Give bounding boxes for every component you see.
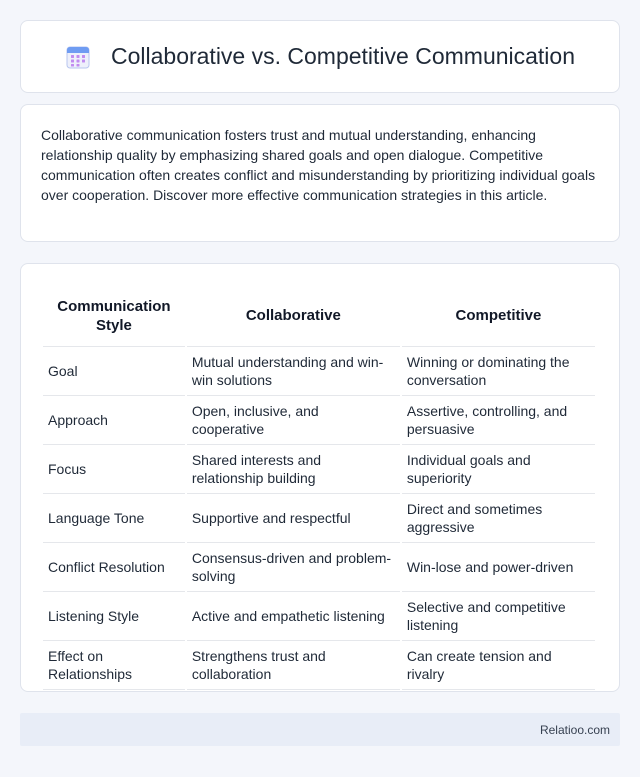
collaborative-cell: Mutual understanding and win-win solutions xyxy=(187,347,400,396)
collaborative-cell: Active and empathetic listening xyxy=(187,592,400,641)
collaborative-cell: Strengthens trust and collaboration xyxy=(187,641,400,690)
competitive-cell: Assertive, controlling, and persuasive xyxy=(402,396,595,445)
intro-card xyxy=(20,104,620,242)
column-header-competitive: Competitive xyxy=(402,285,595,347)
collaborative-cell: Supportive and respectful xyxy=(187,494,400,543)
table-row xyxy=(43,592,595,641)
page-title: Collaborative vs. Competitive Communication xyxy=(110,43,576,69)
row-label: Goal xyxy=(43,347,185,396)
row-label: Approach xyxy=(43,396,185,445)
row-label: Effect on Relationships xyxy=(43,641,185,690)
comparison-table xyxy=(41,285,597,690)
footer-brand[interactable]: Relatioo.com xyxy=(539,722,610,737)
competitive-cell: Win-lose and power-driven xyxy=(402,543,595,592)
column-header-style: Communication Style xyxy=(43,285,185,347)
comparison-table-card xyxy=(20,263,620,692)
competitive-cell: Winning or dominating the conversation xyxy=(402,347,595,396)
intro-text: Collaborative communication fosters trust and mutual understanding, enhancing relationship quality by emphasizing shared goals and open dialogue. Competitive communication often creates conflict and misunderstanding by prioritizing individual goals over cooperation. Discover more effective communication strategies in this article. xyxy=(41,127,596,203)
collaborative-cell: Open, inclusive, and cooperative xyxy=(187,396,400,445)
collaborative-cell: Shared interests and relationship building xyxy=(187,445,400,494)
table-row xyxy=(43,347,595,396)
table-row xyxy=(43,494,595,543)
footer-bar xyxy=(20,713,620,746)
row-label: Conflict Resolution xyxy=(43,543,185,592)
collaborative-cell: Consensus-driven and problem-solving xyxy=(187,543,400,592)
table-row xyxy=(43,543,595,592)
competitive-cell: Can create tension and rivalry xyxy=(402,641,595,690)
row-label: Language Tone xyxy=(43,494,185,543)
table-header-row xyxy=(43,285,595,347)
row-label: Listening Style xyxy=(43,592,185,641)
header-card xyxy=(20,20,620,93)
competitive-cell: Individual goals and superiority xyxy=(402,445,595,494)
column-header-collaborative: Collaborative xyxy=(187,285,400,347)
table-row xyxy=(43,445,595,494)
competitive-cell: Selective and competitive listening xyxy=(402,592,595,641)
competitive-cell: Direct and sometimes aggressive xyxy=(402,494,595,543)
table-row xyxy=(43,396,595,445)
table-row xyxy=(43,641,595,690)
row-label: Focus xyxy=(43,445,185,494)
calendar-icon xyxy=(65,44,91,70)
